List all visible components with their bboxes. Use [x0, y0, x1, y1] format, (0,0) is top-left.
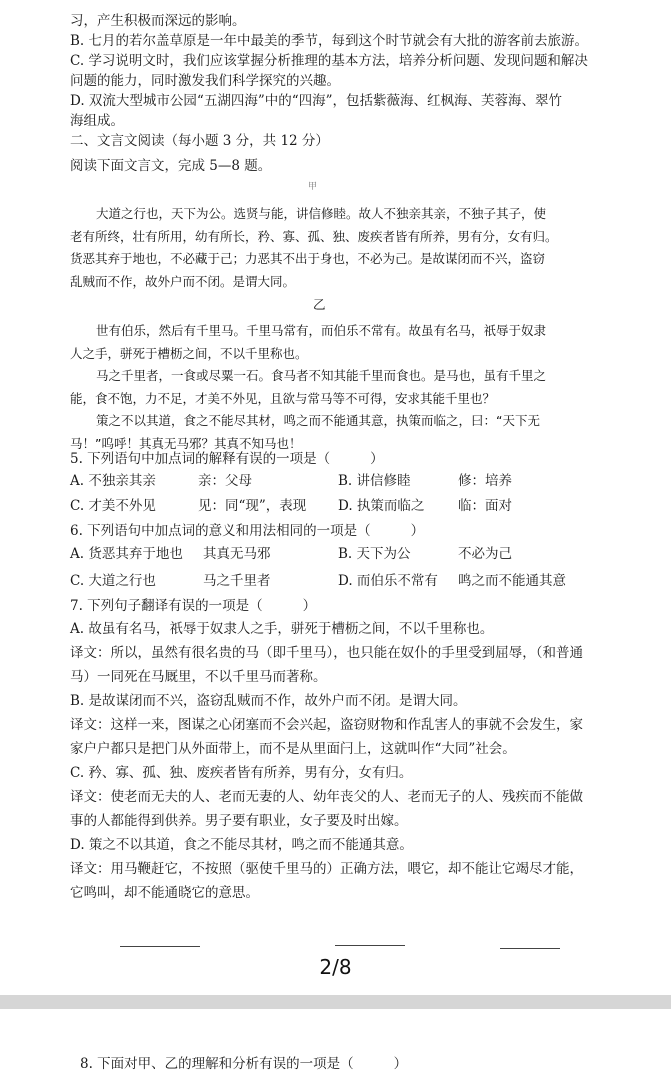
page-number: 2/8 [319, 955, 352, 979]
q6-option-b: B. 天下为公 [338, 546, 411, 562]
text-line: 老有所终，壮有所用，幼有所长，矜、寡、孤、独、废疾者皆有所养，男有分，女有归。 [70, 228, 558, 244]
q5-option-b: B. 讲信修睦 [338, 473, 411, 489]
question-5-stem [70, 450, 384, 468]
footer-rule-middle [335, 945, 405, 946]
q5-option-a: A. 不独亲其亲 [70, 473, 156, 489]
q6-option-c: C. 大道之行也 [70, 573, 156, 589]
q5-option-b-gloss: 修：培养 [458, 473, 512, 489]
question-7-text: 7. 下列句子翻译有误的一项是（ [70, 598, 263, 614]
q6-option-d: D. 而伯乐不常有 [338, 573, 438, 589]
text-line: 问题的能力，同时激发我们科学探究的兴趣。 [70, 73, 340, 89]
text-line: 人之手，骈死于槽枥之间，不以千里称也。 [70, 345, 308, 361]
text-line: 货恶其弃于地也，不必藏于己；力恶其不出于身也，不必为己。是故谋闭而不兴，盗窃 [70, 251, 546, 266]
question-8-text: 8. 下面对甲、乙的理解和分析有误的一项是（ [80, 1056, 354, 1072]
passage-b-label: 乙 [313, 297, 326, 312]
text-line: 译文：使老而无夫的人、老而无妻的人、幼年丧父的人、老而无子的人、残疾而不能做 [70, 789, 583, 805]
reading-instruction: 阅读下面文言文，完成 5—8 题。 [70, 158, 272, 174]
text-line: A. 故虽有名马，祇辱于奴隶人之手，骈死于槽枥之间，不以千里称也。 [70, 621, 494, 637]
q6-option-d-pair: 鸣之而不能通其意 [458, 573, 566, 589]
text-line: 马！”呜呼！其真无马邪？其真不知马也！ [70, 435, 302, 451]
passage-a-label: 甲 [308, 182, 318, 192]
question-8-stem [80, 1055, 407, 1073]
footer-rule-left [120, 946, 200, 947]
text-line: 习，产生积极而深远的影响。 [70, 13, 246, 29]
text-line: 马之千里者，一食或尽粟一石。食马者不知其能千里而食也。是马也，虽有千里之 [96, 368, 547, 383]
text-line: 译文：用马鞭赶它，不按照（驱使千里马的）正确方法，喂它，却不能让它竭尽才能， [70, 861, 583, 877]
q5-option-c-gloss: 见：同“现”，表现 [198, 498, 307, 514]
text-line: 马）一同死在马厩里，不以千里马而著称。 [70, 669, 327, 685]
text-line: D. 策之不以其道，食之不能尽其材，鸣之而不能通其意。 [70, 837, 413, 853]
text-line: B. 七月的若尔盖草原是一年中最美的季节，每到这个时节就会有大批的游客前去旅游。 [70, 33, 589, 49]
text-line: D. 双流大型城市公园“五湖四海”中的“四海”，包括紫薇海、红枫海、芙蓉海、翠竹 [70, 93, 563, 109]
q5-option-a-gloss: 亲：父母 [198, 473, 252, 489]
text-line: 译文：这样一来，图谋之心闭塞而不会兴起，盗窃财物和作乱害人的事就不会发生，家 [70, 717, 583, 733]
q6-option-a-pair: 其真无马邪 [203, 546, 271, 562]
text-line: 能，食不饱，力不足，才美不外见，且欲与常马等不可得，安求其能千里也？ [70, 390, 496, 406]
section-title: 二、文言文阅读（每小题 3 分，共 12 分） [70, 133, 329, 149]
question-7-paren: ） [302, 598, 317, 614]
question-6-text: 6. 下列语句中加点词的意义和用法相同的一项是（ [70, 523, 371, 539]
q5-option-c: C. 才美不外见 [70, 498, 156, 514]
text-line: 事的人都能得到供养。男子要有职业，女子要及时出嫁。 [70, 813, 408, 829]
text-line: 大道之行也，天下为公。选贤与能，讲信修睦。故人不独亲其亲，不独子其子，使 [96, 206, 547, 221]
q5-option-d: D. 执策而临之 [338, 498, 425, 514]
question-6-stem [70, 522, 424, 540]
text-line: 世有伯乐，然后有千里马。千里马常有，而伯乐不常有。故虽有名马，祇辱于奴隶 [96, 323, 547, 338]
text-line: 家户户都只是把门从外面带上，而不是从里面闩上，这就叫作“大同”社会。 [70, 741, 516, 757]
text-line: 策之不以其道，食之不能尽其材，鸣之而不能通其意，执策而临之，曰：“天下无 [96, 413, 540, 428]
text-line: 译文：所以，虽然有很名贵的马（即千里马），也只能在奴仆的手里受到屈辱，（和普通 [70, 645, 583, 661]
footer-rule-right [500, 948, 560, 949]
q6-option-a: A. 货恶其弃于地也 [70, 546, 183, 562]
text-line: C. 矜、寡、孤、独、废疾者皆有所养，男有分，女有归。 [70, 765, 413, 781]
text-line: C. 学习说明文时，我们应该掌握分析推理的基本方法，培养分析问题、发现问题和解决 [70, 53, 588, 69]
exam-page-3 [0, 1009, 671, 1075]
question-6-paren: ） [410, 523, 425, 539]
text-line: B. 是故谋闭而不兴，盗窃乱贼而不作，故外户而不闭。是谓大同。 [70, 693, 467, 709]
question-5-text: 5. 下列语句中加点词的解释有误的一项是（ [70, 451, 331, 467]
question-5-paren: ） [370, 451, 384, 467]
text-line: 它鸣叫，却不能通晓它的意思。 [70, 885, 259, 901]
q6-option-c-pair: 马之千里者 [203, 573, 271, 589]
q5-option-d-gloss: 临：面对 [458, 498, 512, 514]
text-line: 海组成。 [70, 113, 124, 129]
question-8-paren: ） [393, 1056, 408, 1072]
text-line: 乱贼而不作，故外户而不闭。是谓大同。 [70, 273, 296, 289]
q6-option-b-pair: 不必为己 [458, 546, 512, 562]
question-7-stem [70, 597, 316, 615]
page-separator [0, 995, 671, 1009]
